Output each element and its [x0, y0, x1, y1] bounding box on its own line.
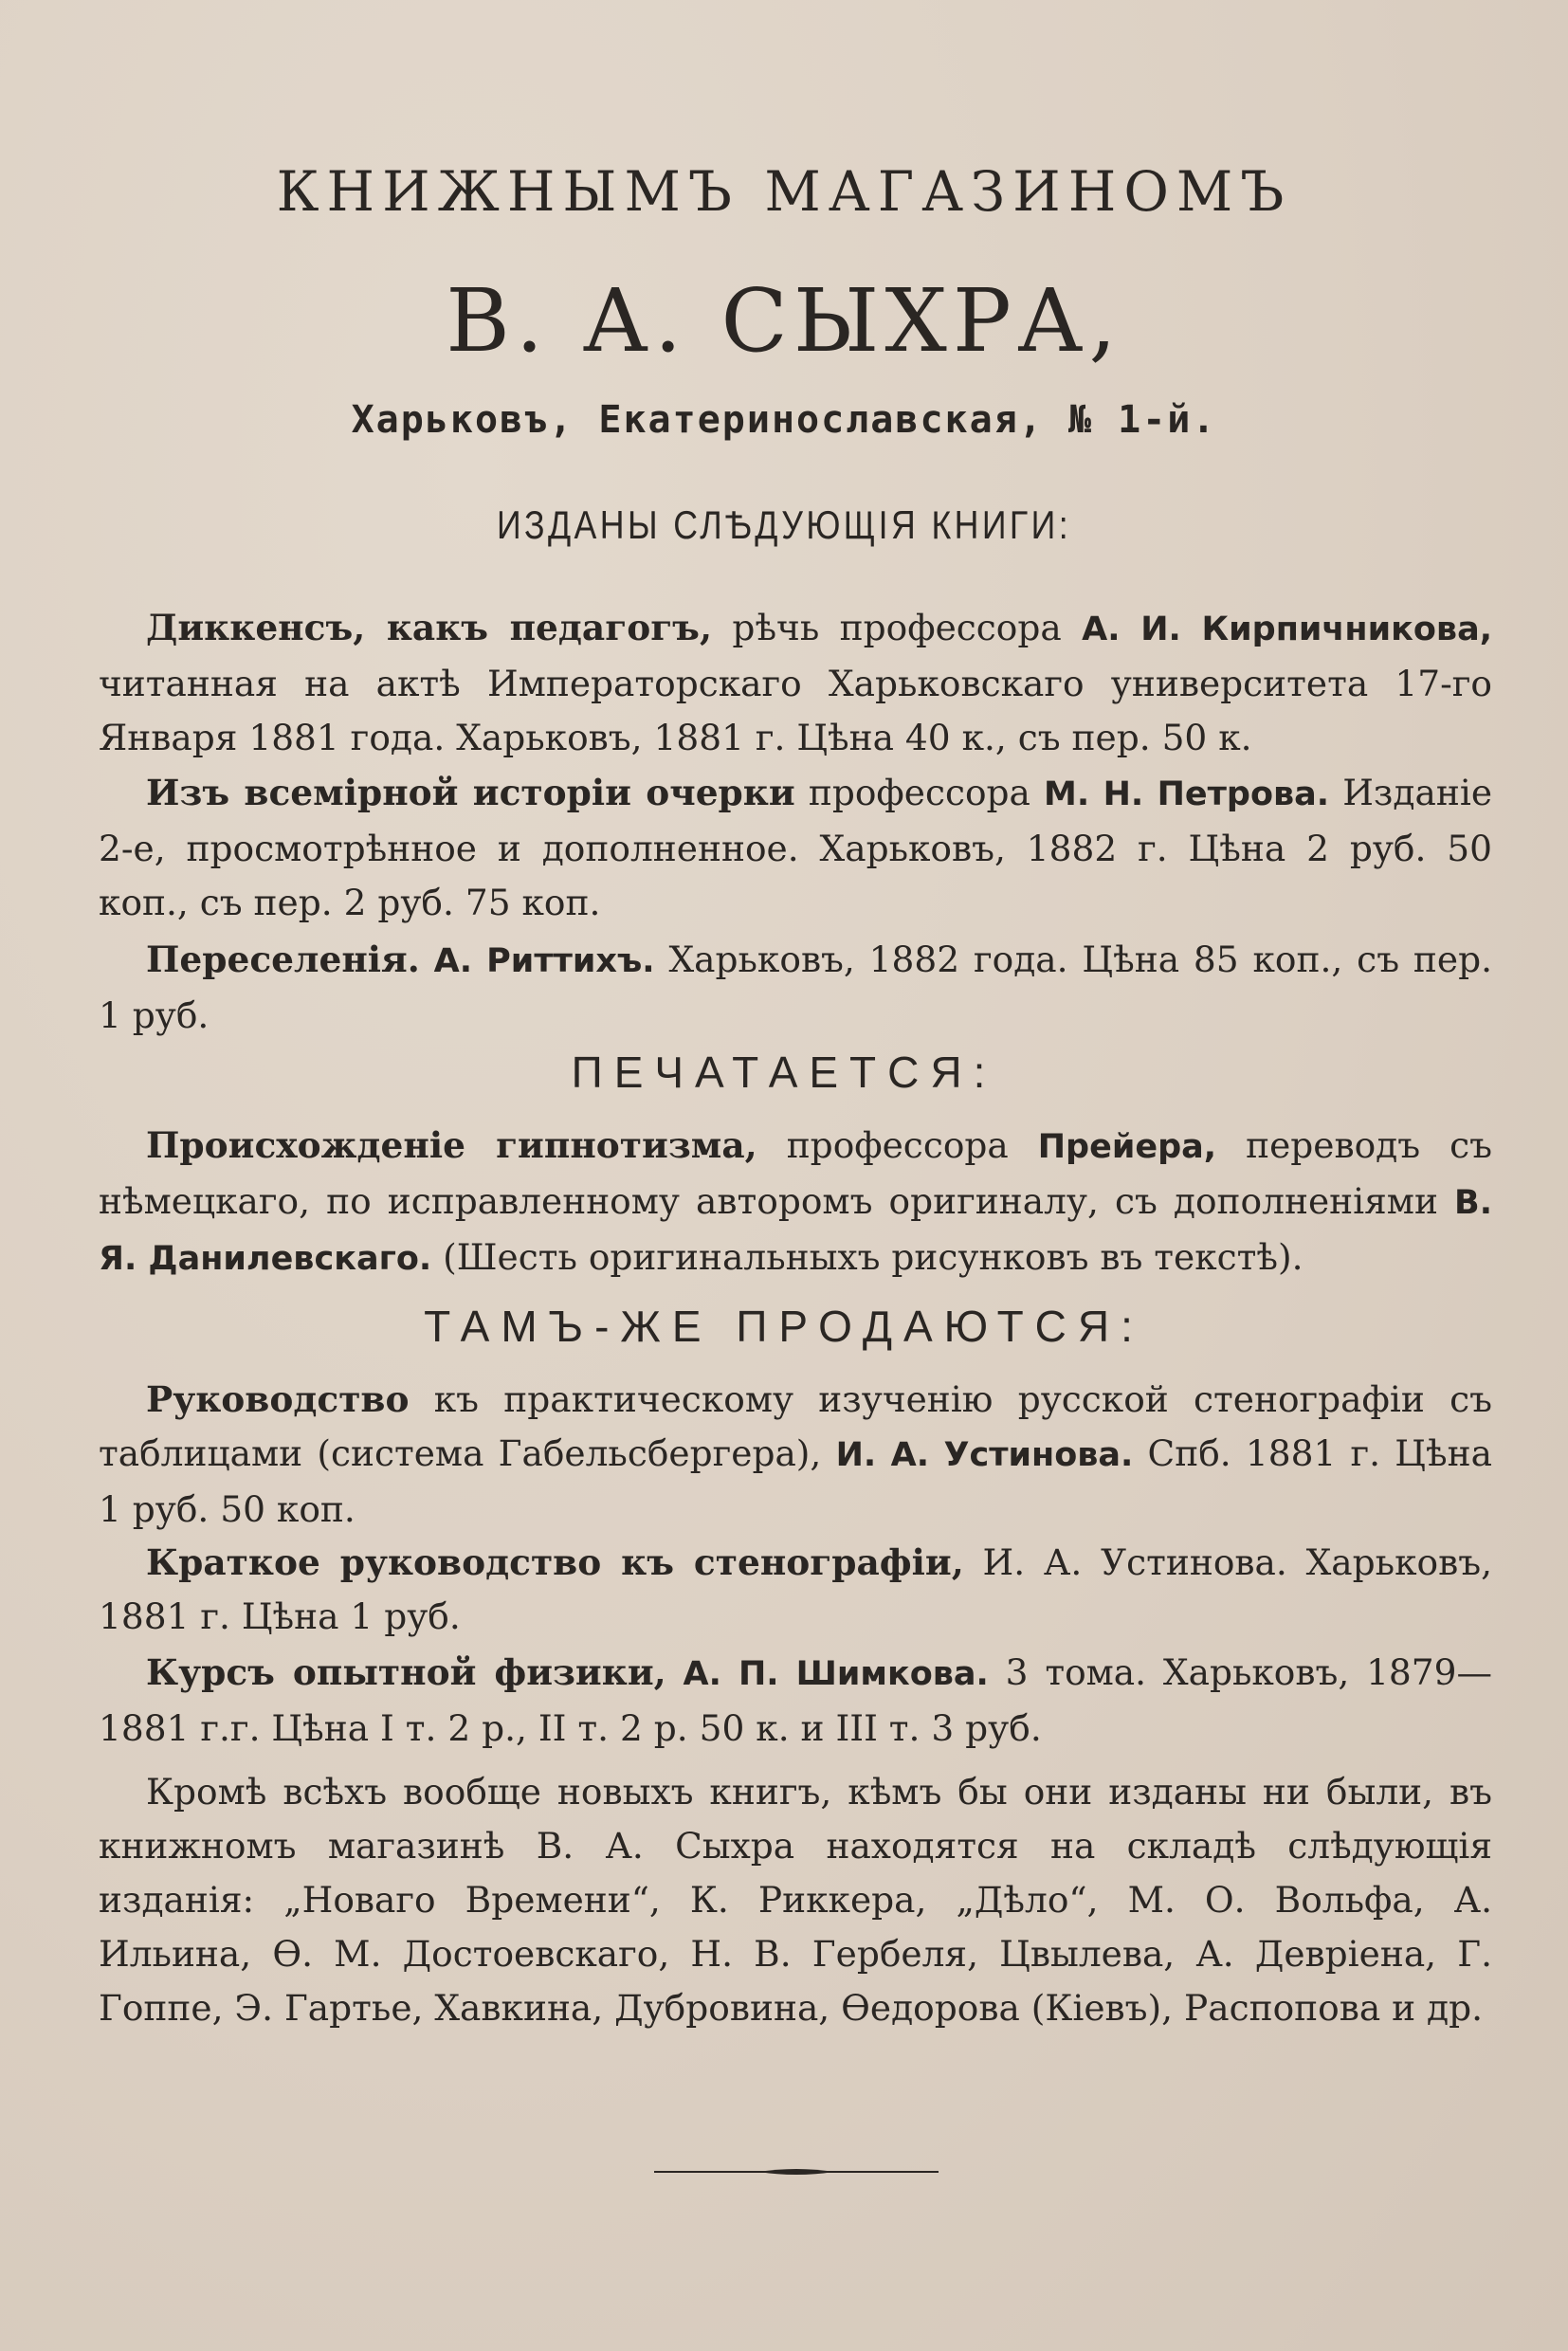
book-entry: [99, 1373, 1492, 1537]
closing-paragraph: [99, 1765, 1492, 2035]
book-entry: [99, 1646, 1492, 1756]
book-author: В. Я. Данилевскаго.: [99, 1184, 1492, 1278]
publisher-name: В. А. СЫХРА,: [446, 270, 1122, 372]
book-title: Переселенія.: [146, 939, 420, 980]
book-author: А. И. Кирпичникова,: [1082, 611, 1492, 648]
book-entry: [99, 1119, 1492, 1286]
ornament-divider: [654, 2166, 939, 2178]
header-line1: КНИЖНЫМЪ МАГАЗИНОМЪ: [276, 159, 1292, 224]
book-text: профессора: [794, 772, 1045, 813]
book-author: И. А. Устинова.: [835, 1436, 1134, 1474]
book-text: переводъ съ нѣмецкаго, по исправленному авторомъ оригиналу, съ дополненіями: [99, 1124, 1492, 1222]
book-text: къ практическому изученію русской стенографіи съ таблицами (система Габельсбергера),: [99, 1378, 1492, 1474]
book-author: А. П. Шимкова.: [683, 1655, 989, 1693]
book-author: Прейера,: [1037, 1128, 1217, 1166]
published-heading: ИЗДАНЫ СЛѢДУЮЩІЯ КНИГИ:: [496, 502, 1072, 547]
closing-text: Кромѣ всѣхъ вообще новыхъ книгъ, кѣмъ бы они изданы ни были, въ книжномъ магазинѣ В. А. Сыхра находятся на складѣ слѣдующія изданія: „Новаго Времени“, К. Риккера, „Дѣло“, М. О. Вольфа, А. Ильина, Ѳ. М. Достоевскаго, Н. В. Гербеля, Цвылева, А. Девріена, Г. Гоппе, Э. Гартье, Хавкина, Дубровина, Ѳедорова (Кіевъ), Распопова и др.: [99, 1771, 1492, 2029]
sold-heading: ТАМЪ-ЖЕ ПРОДАЮТСЯ:: [424, 1302, 1144, 1351]
book-details: (Шесть оригинальныхъ рисунковъ въ текстѣ).: [431, 1236, 1304, 1278]
book-text: [666, 1651, 684, 1693]
book-title: Происхожденіе гипнотизма,: [146, 1124, 757, 1166]
book-author: М. Н. Петрова.: [1044, 775, 1330, 813]
book-title: Диккенсъ, какъ педагогъ,: [146, 607, 713, 648]
book-details: Изданіе 2-е, просмотрѣнное и дополненное. Харьковъ, 1882 г. Цѣна 2 руб. 50 коп., съ пер. 2 руб. 75 коп.: [99, 772, 1493, 923]
printing-heading: ПЕЧАТАЕТСЯ:: [571, 1048, 997, 1097]
book-text: рѣчь профессора: [712, 607, 1083, 648]
book-author: А. Риттихъ.: [433, 942, 655, 980]
publisher-address: Харьковъ, Екатеринославская, № 1-й.: [351, 398, 1217, 442]
book-entry: [99, 1536, 1492, 1644]
book-title: Руководство: [146, 1378, 410, 1420]
book-title: Изъ всемірной исторіи очерки: [146, 772, 795, 813]
book-text: профессора: [757, 1124, 1038, 1166]
book-details: 3 тома. Харьковъ, 1879—1881 г.г. Цѣна I т. 2 р., II т. 2 р. 50 к. и III т. 3 руб.: [99, 1651, 1493, 1749]
book-entry: [99, 766, 1492, 930]
book-title: Курсъ опытной физики,: [146, 1651, 666, 1693]
book-title: Краткое руководство къ стенографіи,: [146, 1541, 964, 1583]
book-text: [420, 939, 434, 980]
book-details: И. А. Устинова. Харьковъ, 1881 г. Цѣна 1 руб.: [99, 1541, 1492, 1637]
book-details: Спб. 1881 г. Цѣна 1 руб. 50 коп.: [99, 1432, 1492, 1530]
book-details: читанная на актѣ Императорскаго Харьковскаго университета 17-го Января 1881 года. Харьковъ, 1881 г. Цѣна 40 к., съ пер. 50 к.: [99, 663, 1492, 758]
book-entry: [99, 601, 1492, 765]
book-details: Харьковъ, 1882 года. Цѣна 85 коп., съ пер. 1 руб.: [99, 939, 1493, 1036]
book-entry: [99, 933, 1492, 1043]
